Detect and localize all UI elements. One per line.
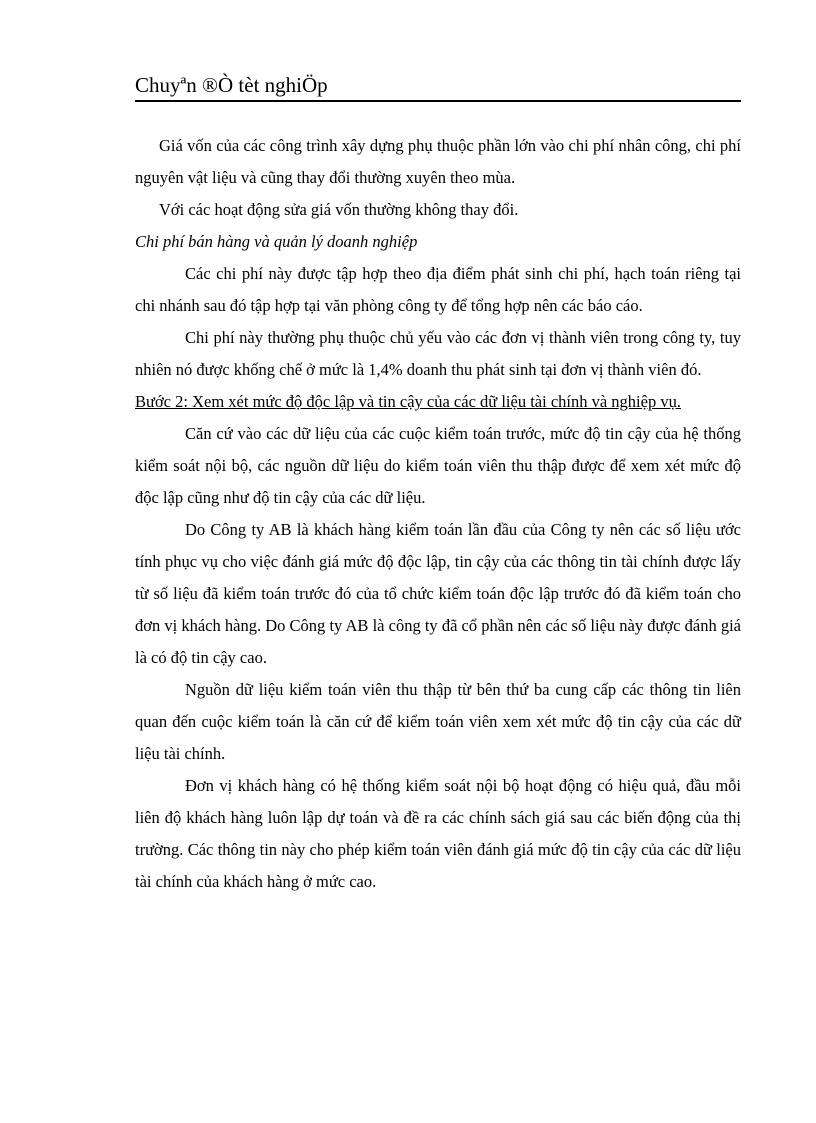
paragraph-third-party-data: Nguồn dữ liệu kiểm toán viên thu thập từ bên thứ ba cung cấp các thông tin liên quan đến cuộc kiểm toán là căn cứ để kiểm toán viên xem xét mức độ tin cậy của các dữ liệu tài chính.: [135, 680, 741, 763]
section-heading-selling-admin-costs: Chi phí bán hàng và quản lý doanh nghiệp: [135, 232, 418, 251]
paragraph-repair-activities: Với các hoạt động sửa giá vốn thường không thay đổi.: [159, 200, 519, 219]
paragraph-data-basis: Căn cứ vào các dữ liệu của các cuộc kiểm toán trước, mức độ tin cậy của hệ thống kiểm soát nội bộ, các nguồn dữ liệu do kiểm toán viên thu thập được để xem xét mức độ độc lập cũng như độ tin cậy của các dữ liệu.: [135, 424, 741, 507]
paragraph-cost-of-goods: Giá vốn của các công trình xây dựng phụ thuộc phần lớn vào chi phí nhân công, chi phí nguyên vật liệu và cũng thay đổi thường xuyên theo mùa.: [135, 136, 741, 187]
paragraph-cost-collection: Các chi phí này được tập hợp theo địa điểm phát sinh chi phí, hạch toán riêng tại chi nhánh sau đó tập hợp tại văn phòng công ty để tổng hợp nên các báo cáo.: [135, 264, 741, 315]
paragraph-cost-dependency: Chi phí này thường phụ thuộc chủ yếu vào các đơn vị thành viên trong công ty, tuy nhiên nó được khống chế ở mức là 1,4% doanh thu phát sinh tại đơn vị thành viên đó.: [135, 328, 741, 379]
header-title: Chuyªn ®Ò tèt nghiÖp: [135, 73, 328, 97]
paragraph-internal-control: Đơn vị khách hàng có hệ thống kiểm soát nội bộ hoạt động có hiệu quả, đầu mỗi liên độ khách hàng luôn lập dự toán và đề ra các chính sách giá sau các biến động của thị trường. Các thông tin này cho phép kiểm toán viên đánh giá mức độ tin cậy của các dữ liệu tài chính của khách hàng ở mức cao.: [135, 776, 741, 891]
document-body: [135, 130, 741, 898]
section-heading-step-2: Bước 2: Xem xét mức độ độc lập và tin cậy của các dữ liệu tài chính và nghiệp vụ.: [135, 392, 681, 411]
page-header: [135, 72, 741, 102]
paragraph-first-audit: Do Công ty AB là khách hàng kiểm toán lần đầu của Công ty nên các số liệu ước tính phục vụ cho việc đánh giá mức độ độc lập, tin cậy của các thông tin tài chính được lấy từ số liệu đã kiểm toán trước đó của tổ chức kiểm toán độc lập trước đó đã kiểm toán cho đơn vị khách hàng. Do Công ty AB là công ty đã cổ phần nên các số liệu này được đánh giá là có độ tin cậy cao.: [135, 520, 741, 667]
